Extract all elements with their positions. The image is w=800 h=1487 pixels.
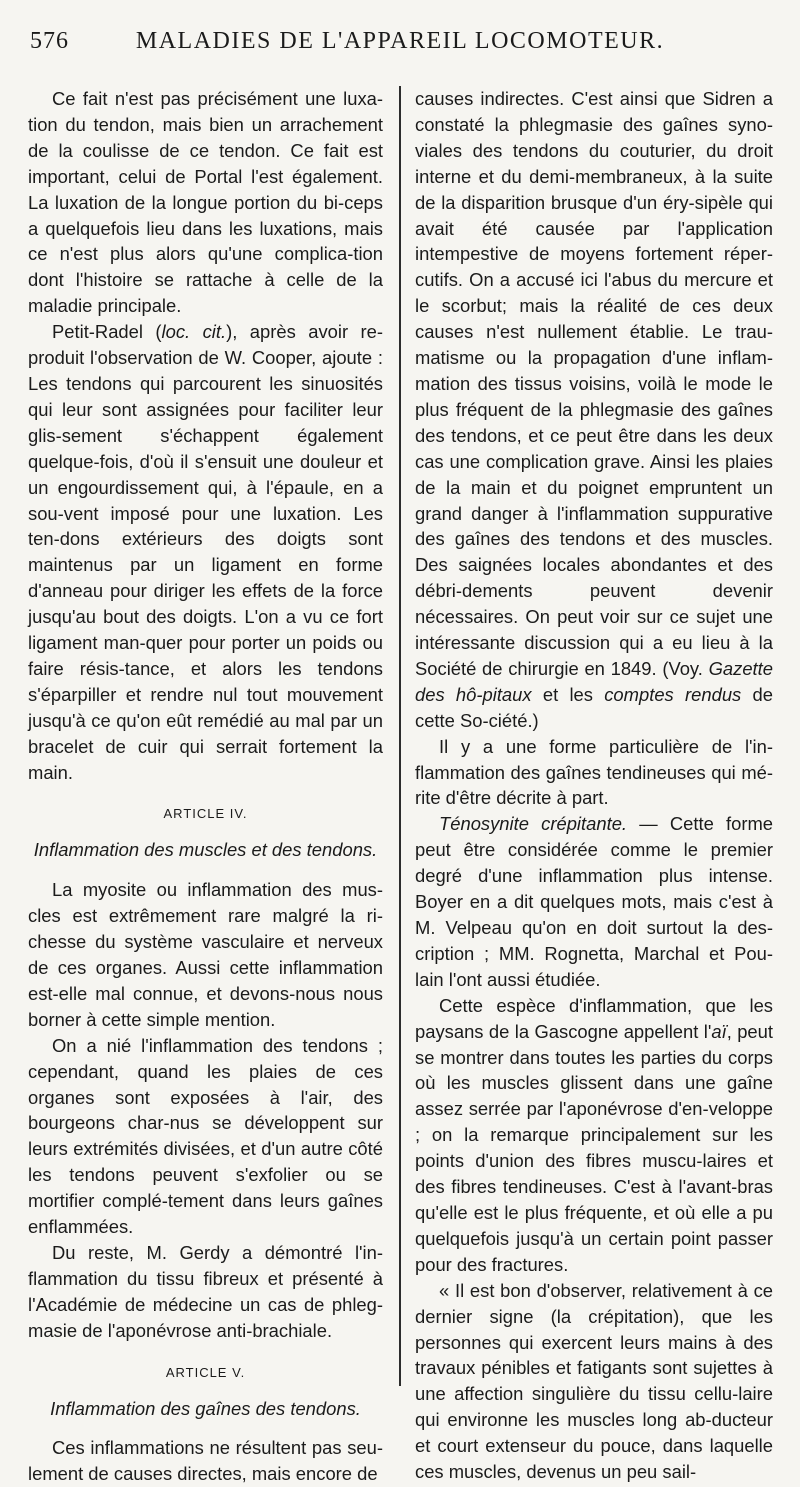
left-column bbox=[28, 86, 383, 1487]
paragraph: Ces inflammations ne résultent pas seu-lement de causes directes, mais encore de bbox=[28, 1437, 383, 1485]
paragraph: Petit-Radel (loc. cit.), après avoir re-produit l'observation de W. Cooper, ajoute : Les tendons qui parcourent les sinuosités qui leur sont assignées pour faciliter leur glis-sement s'échappent également quelque-fois, d'où il s'ensuit une douleur et un engourdissement qui, à l'épaule, en a sou-vent imposé pour une luxation. Les ten-dons extérieurs des doigts sont maintenus par un ligament en forme d'anneau pour diriger les effets de la force jusqu'au bout des doigts. L'on a vu ce fort ligament man-quer pour porter un poids ou faire résis-tance, et alors les tendons s'éparpiller et rendre nul tout mouvement jusqu'à ce qu'on eût remédié au mal par un bracelet de cuir qui serrait fortement la main. bbox=[28, 321, 383, 783]
paragraph: causes indirectes. C'est ainsi que Sidren a constaté la phlegmasie des gaînes syno-viales des tendons du couturier, du droit interne et du demi-membraneux, à la suite de la disparition brusque d'un éry-sipèle qui avait été causée par l'application intempestive de moyens fortement réper-cutifs. On a accusé ici l'abus du mercure et le scorbut; mais la réalité de ces deux causes n'est nullement établie. Le trau-matisme ou la propagation d'une inflam-mation des tissus voisins, voilà le mode le plus fréquent de la phlegmasie des gaînes des tendons, et ce peut être dans les deux cas une complication grave. Ainsi les plaies de la main et du poignet empruntent un grand danger à l'inflammation suppurative des gaînes des tendons et des muscles. Des saignées locales abondantes et des débri-dements peuvent devenir nécessaires. On peut voir sur ce sujet une intéressante discussion qui a eu lieu à la Société de chirurgie en 1849. (Voy. Gazette des hô-pitaux et les comptes rendus de cette So-ciété.) bbox=[415, 88, 773, 731]
column-divider bbox=[399, 86, 401, 1386]
running-title: MALADIES DE L'APPAREIL LOCOMOTEUR. bbox=[135, 28, 665, 54]
paragraph: Il y a une forme particulière de l'in-flammation des gaînes tendineuses qui mé-rite d'être décrite à part. bbox=[415, 735, 773, 809]
page-number: 576 bbox=[30, 28, 69, 54]
paragraph: Ténosynite crépitante. — Cette forme peut être considérée comme le premier degré d'une inflammation plus intense. Boyer en a dit quelques mots, mais c'est à M. Velpeau qu'on en doit surtout la des-cription ; MM. Rognetta, Marchal et Pou-lain l'ont aussi étudiée. bbox=[415, 813, 774, 990]
article-4-title: Inflammation des muscles et des tendons. bbox=[33, 839, 378, 861]
article-4-label: ARTICLE IV. bbox=[163, 806, 248, 822]
article-5-label: ARTICLE V. bbox=[165, 1364, 246, 1380]
paragraph: Cette espèce d'inflammation, que les paysans de la Gascogne appellent l'aï, peut se montrer dans toutes les parties du corps où les muscles glissent dans une gaîne assez serrée par l'aponévrose d'en-veloppe ; on la remarque principalement sur les points d'union des fibres muscu-laires et des fibres tendineuses. C'est à l'avant-bras qu'elle est le plus fréquente, et où elle a pu quelquefois jusqu'à un certain point passer pour des fractures. bbox=[415, 994, 773, 1275]
page-header bbox=[30, 22, 770, 62]
paragraph: Ce fait n'est pas précisément une luxa-tion du tendon, mais bien un arrachement de la coulisse de ce tendon. Ce fait est important, celui de Portal l'est également. La luxation de la longue portion du bi-ceps a quelquefois lieu dans les luxations, mais ce n'est plus alors qu'une complica-tion dont l'histoire se rattache à celle de la maladie principale. bbox=[28, 88, 383, 317]
paragraph: La myosite ou inflammation des mus-cles est extrêmement rare malgré la ri-chesse du système vasculaire et nerveux de ces organes. Aussi cette inflammation est-elle mal connue, et devons-nous nous borner à cette simple mention. bbox=[28, 879, 383, 1030]
article-5-title: Inflammation des gaînes des tendons. bbox=[50, 1397, 361, 1419]
paragraph: Du reste, M. Gerdy a démontré l'in-flammation du tissu fibreux et présenté à l'Académie de médecine un cas de phleg-masie de l'aponévrose anti-brachiale. bbox=[28, 1241, 383, 1341]
paragraph: On a nié l'inflammation des tendons ; cependant, quand les plaies de ces organes sont exposées à l'air, des bourgeons char-nus se développent sur leurs extrémités divisées, et d'un autre côté les tendons peuvent s'exfolier ou se mortifier complé-tement dans leurs gaînes enflammées. bbox=[28, 1034, 383, 1238]
right-column bbox=[415, 86, 773, 1485]
paragraph: « Il est bon d'observer, relativement à ce dernier signe (la crépitation), que les personnes qui exercent leurs mains à des travaux pénibles et fatigants sont sujettes à une affection singulière du tissu cellu-laire qui environne les muscles long ab-ducteur et court extenseur du pouce, dans laquelle ces muscles, devenus un peu sail- bbox=[415, 1279, 773, 1483]
